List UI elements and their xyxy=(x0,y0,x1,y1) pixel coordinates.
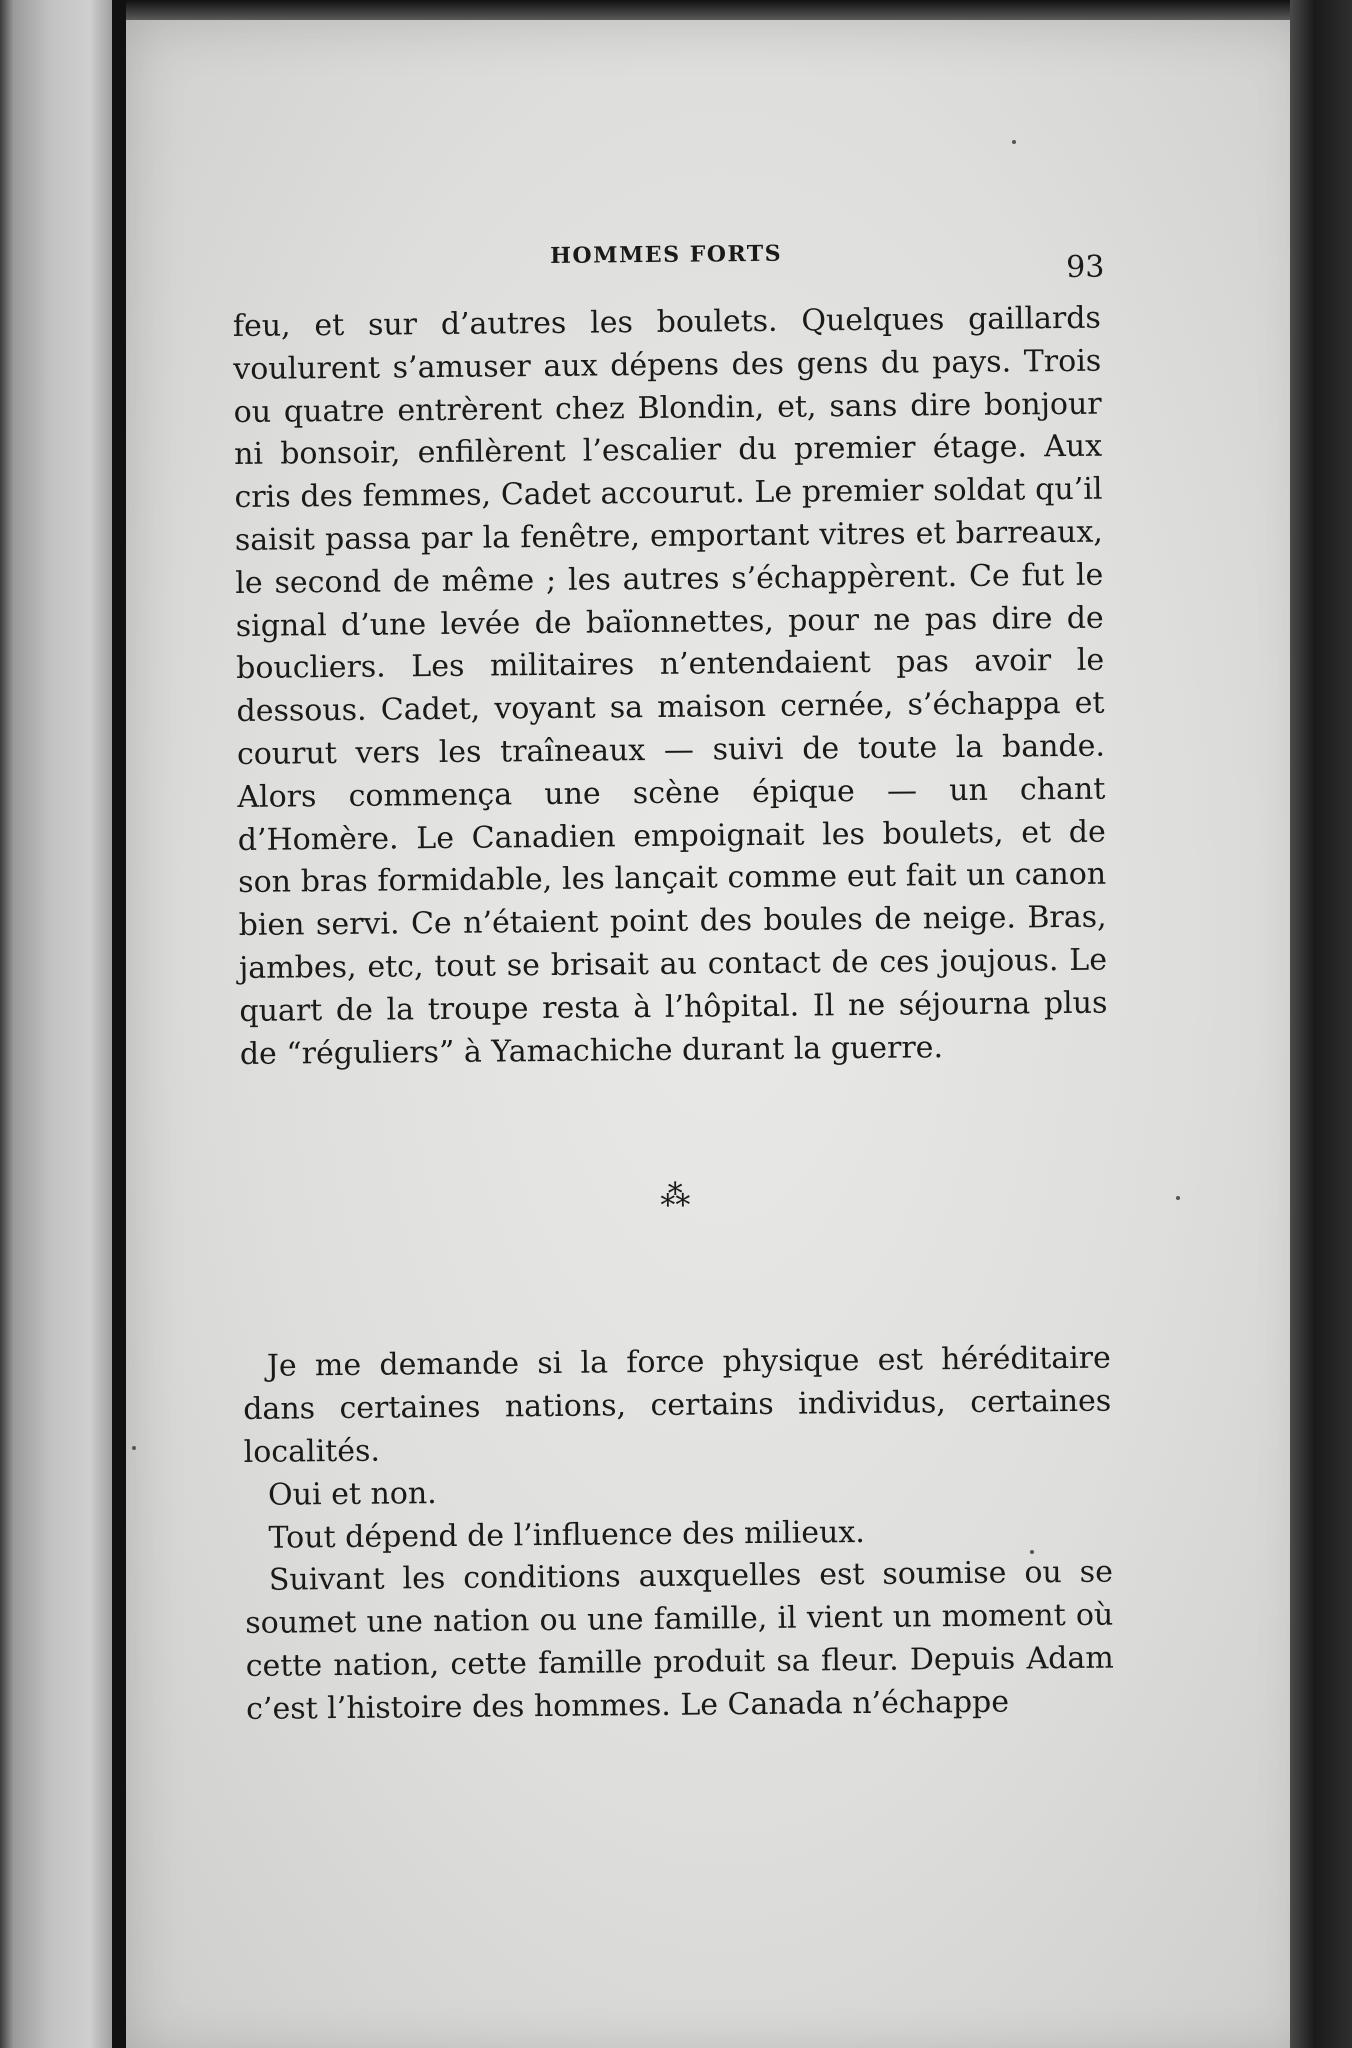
section-text xyxy=(243,1338,1115,1731)
page-header xyxy=(232,228,1105,306)
paragraph: feu, et sur d’autres les boulets. Quelques gaillards voulurent s’amuser aux dépens des gens du pays. Trois ou quatre entrèrent chez Blondin, et, sans dire bonjour ni bonsoir, enfilèrent l’escalier du premier étage. Aux cris des femmes, Cadet accourut. Le premier soldat qu’il saisit passa par la fenêtre, emportant vitres et barreaux, le second de même ; les autres s’échappèrent. Ce fut le signal d’une levée de baïonnettes, pour ne pas dire de boucliers. Les militaires n’entendaient pas avoir le dessous. Cadet, voyant sa maison cernée, s’échappa et courut vers les traîneaux — suivi de toute la bande. Alors commença une scène épique — un chant d’Homère. Le Canadien empoignait les boulets, et de son bras formidable, les lançait comme eut fait un canon bien servi. Ce n’étaient point des boules de neige. Bras, jambes, etc, tout se brisait au contact de ces joujous. Le quart de la troupe resta à l’hôpital. Il ne séjourna plus de “réguliers” à Yamachiche durant la guerre. xyxy=(232,300,1108,1072)
paragraph: Oui et non. xyxy=(267,1475,437,1513)
asterism-glyph: ⁂ xyxy=(660,1178,691,1215)
paragraph: Suivant les conditions auxquelles est soumise ou se soumet une nation ou une famille, il vient un moment où cette nation, cette famille produit sa fleur. Depuis Adam c’est l’histoire des hommes. Le Canada n’échappe xyxy=(245,1554,1114,1727)
top-edge-shadow xyxy=(126,0,1352,20)
paper-speck xyxy=(1012,140,1016,144)
section-asterism xyxy=(241,1178,1109,1226)
facing-page-edge xyxy=(0,0,112,2048)
paragraph: Je me demande si la force physique est héréditaire dans certaines nations, certains individus, certaines localités. xyxy=(243,1340,1112,1470)
right-edge-shadow xyxy=(1290,0,1352,2048)
paragraph: Tout dépend de l’influence des milieux. xyxy=(268,1514,865,1556)
paper-speck xyxy=(1176,1196,1180,1200)
page-number: 93 xyxy=(1065,249,1105,285)
book-spine-shadow xyxy=(112,0,126,2048)
paper-speck xyxy=(132,1446,136,1450)
running-head: HOMMES FORTS xyxy=(550,240,783,269)
page-content xyxy=(232,228,1114,1732)
